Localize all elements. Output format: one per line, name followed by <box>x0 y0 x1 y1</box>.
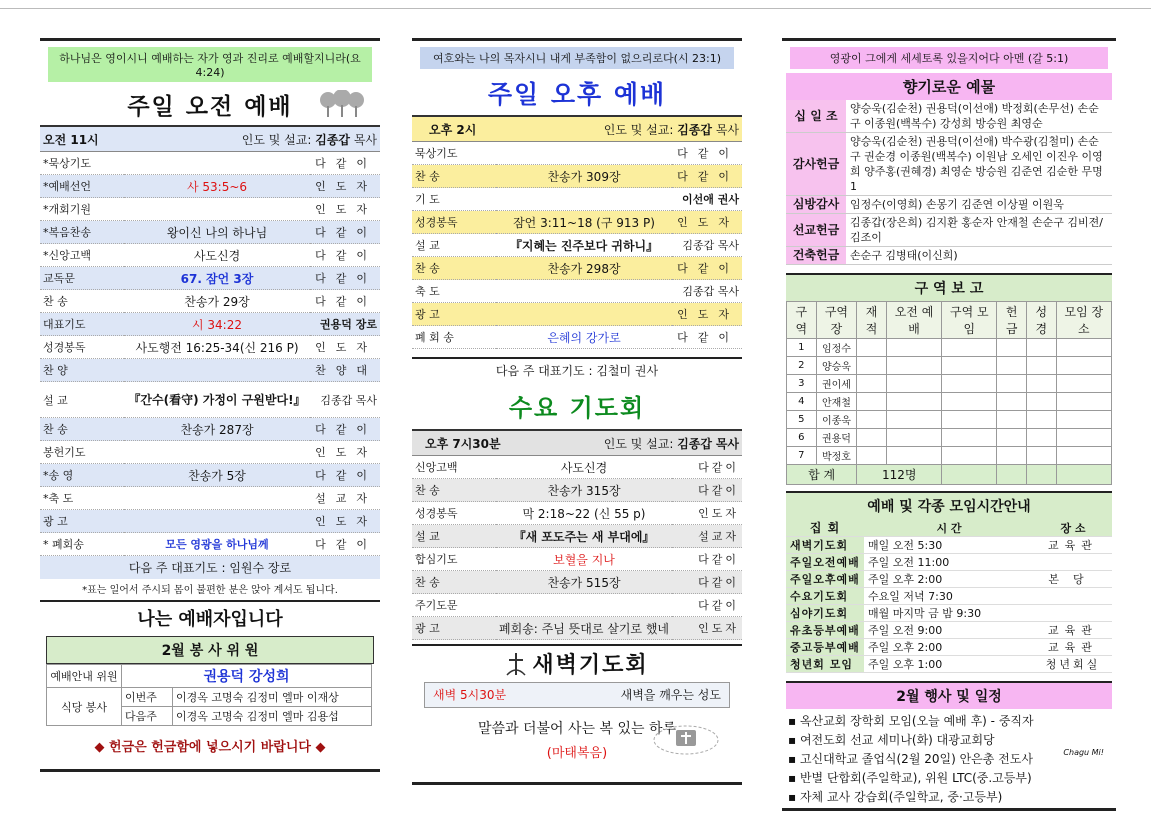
top-rule <box>782 38 1116 41</box>
order-row: 찬 송 찬송가 515장 다같이 <box>412 571 742 594</box>
order-row: 광 고 인도자 <box>40 510 380 533</box>
verse-banner: 영광이 그에게 세세토록 있을지어다 아멘 (갈 5:1) <box>790 47 1108 69</box>
region-title: 구 역 보 고 <box>786 273 1112 301</box>
order-row: 교독문 67. 잠언 3장 다같이 <box>40 267 380 290</box>
schedule-row: 심야기도회 매월 마지막 금 밤 9:30 <box>786 605 1112 622</box>
lead-label: 인도 및 설교: <box>603 122 674 137</box>
cross-icon <box>505 651 527 677</box>
order-row: 폐 회 송 은혜의 강가로 다같이 <box>412 326 742 349</box>
closing-verse: 말씀과 더불어 사는 복 있는 하루 <box>477 721 677 737</box>
page-title: 주일 오후 예배 <box>487 80 667 109</box>
schedule-row: 주일오전예배 주일 오전 11:00 <box>786 554 1112 571</box>
schedule-row: 새벽기도회 매일 오전 5:30 교육관 <box>786 537 1112 554</box>
offering-row: 십 일 조 양승욱(김순천) 권용덕(이선애) 박정회(손무선) 손순구 이종원(백복수) 강성희 방승원 최영순 <box>786 100 1112 133</box>
bottom-rule <box>40 769 380 772</box>
kitchen-label: 식당 봉사 <box>47 688 122 726</box>
order-row: 주기도문 다같이 <box>412 594 742 617</box>
dawn-banner <box>424 682 730 708</box>
order-row: 대표기도 시 34:22 권용덕 장로 <box>40 313 380 336</box>
offerings-column <box>782 38 1116 811</box>
order-row: 성경봉독 사도행전 16:25-34(신 216 P) 인도자 <box>40 336 380 359</box>
region-row: 6 권용덕 <box>787 429 1112 447</box>
kitchen-week-names: 이경옥 고명숙 김정미 엘마 김용섭 <box>173 707 372 726</box>
order-row: *송 영 찬송가 5장 다같이 <box>40 464 380 487</box>
offerings-table <box>786 100 1112 265</box>
event-item: ▪ 옥산교회 장학회 모임(오늘 예배 후) - 중직자 <box>788 714 1034 728</box>
order-row: 신앙고백 사도신경 다같이 <box>412 456 742 479</box>
kitchen-week-label: 다음주 <box>122 707 173 726</box>
pastor-name: 김종갑 <box>315 132 350 147</box>
page-title: 주일 오전 예배 <box>127 94 293 120</box>
region-row: 7 박정호 <box>787 447 1112 465</box>
kitchen-week-label: 이번주 <box>122 688 173 707</box>
pastor-name: 김종갑 <box>677 122 712 137</box>
schedule-row: 청년회 모임 주일 오후 1:00 청년회실 <box>786 656 1112 673</box>
offering-row: 선교헌금 김종갑(장은희) 김지환 홍순자 안재철 손순구 김비젼/김조이 <box>786 214 1112 247</box>
region-row: 4 안재철 <box>787 393 1112 411</box>
slogan: 나는 예배자입니다 <box>40 600 380 634</box>
closing-reference: (마태복음) <box>546 746 608 761</box>
order-row: 찬 송 찬송가 287장 다같이 <box>40 418 380 441</box>
region-report-table <box>786 301 1112 485</box>
region-row: 5 이종욱 <box>787 411 1112 429</box>
order-row: 기 도 이선애 권사 <box>412 188 742 211</box>
bottom-rule <box>412 782 742 785</box>
wednesday-order-table <box>412 429 742 640</box>
order-row: 설 교 『지혜는 진주보다 귀하니』 김종갑 목사 <box>412 234 742 257</box>
offering-note: ◆ 헌금은 헌금함에 넣으시기 바랍니다 ◆ <box>94 740 326 755</box>
pastor-name: 김종갑 <box>677 436 712 451</box>
order-row: *예배선언 사 53:5~6 인도자 <box>40 175 380 198</box>
order-row: 성경봉독 막 2:18~22 (신 55 p) 인도자 <box>412 502 742 525</box>
order-row: *축 도 설교자 <box>40 487 380 510</box>
order-row: 찬 송 찬송가 29장 다같이 <box>40 290 380 313</box>
order-row: 찬 양 찬양대 <box>40 359 380 382</box>
service-header <box>40 126 380 152</box>
kitchen-week-names: 이경옥 고명숙 김정미 엘마 이재상 <box>173 688 372 707</box>
service-time: 오후 7시30분 <box>425 436 501 451</box>
usher-label: 예배안내 위원 <box>47 665 122 688</box>
morning-service-column <box>40 38 380 772</box>
afternoon-order-table <box>412 115 742 349</box>
events-title: 2월 행사 및 일정 <box>786 681 1112 709</box>
schedule-row: 수요기도회 수요일 저녁 7:30 <box>786 588 1112 605</box>
wednesday-title: 수요 기도회 <box>508 394 646 422</box>
usher-names: 권용덕 강성희 <box>122 665 372 688</box>
order-row: 광 고 인도자 <box>412 303 742 326</box>
service-time: 오후 2시 <box>429 122 477 137</box>
order-row: 설 교 『간수(看守) 가정이 구원받다!』 김종갑 목사 <box>40 382 380 418</box>
trees-icon <box>318 90 366 118</box>
next-week-representative: 다음 주 대표기도 : 임원수 장로 <box>40 556 380 579</box>
schedule-header-row: 집 회 시 간 장 소 <box>786 519 1112 537</box>
dawn-subtitle: 새벽을 깨우는 성도 <box>620 688 721 702</box>
order-row: * 폐회송 모든 영광을 하나님께 다같이 <box>40 533 380 556</box>
service-header <box>412 116 742 142</box>
afternoon-service-column <box>412 38 742 785</box>
schedule-row: 중고등부예배 주일 오후 2:00 교육관 <box>786 639 1112 656</box>
morning-order-table <box>40 125 380 556</box>
lead-label: 인도 및 설교: <box>241 132 312 147</box>
schedule-row: 주일오후예배 주일 오후 2:00 본당 <box>786 571 1112 588</box>
page-fold-line <box>0 8 1151 9</box>
order-row: 봉헌기도 인도자 <box>40 441 380 464</box>
next-week-representative: 다음 주 대표기도 : 김철미 권사 <box>412 357 742 382</box>
region-header-row: 구역 구역장 재적 오전 예배 구역 모임 헌금 성경 모임 장소 <box>787 302 1112 339</box>
events-list <box>782 711 1116 806</box>
region-row: 2 양승욱 <box>787 357 1112 375</box>
top-rule <box>412 38 742 41</box>
service-time: 오전 11시 <box>43 132 99 147</box>
order-row: *개회기원 인도자 <box>40 198 380 221</box>
event-item: ▪ 고신대학교 졸업식(2월 20일) 안은총 전도사 <box>788 752 1033 766</box>
verse-banner: 하나님은 영이시니 예배하는 자가 영과 진리로 예배할지니라(요4:24) <box>48 47 372 82</box>
offerings-title: 향기로운 예물 <box>786 73 1112 100</box>
offering-row: 심방감사 임정수(이영희) 손몽기 김준연 이상필 이원욱 <box>786 196 1112 214</box>
service-committee-table <box>46 664 372 726</box>
order-row: *묵상기도 다같이 <box>40 152 380 175</box>
pastor-role: 목사 <box>715 436 739 451</box>
bible-wreath-icon <box>650 718 722 758</box>
order-row: 축 도 김종갑 목사 <box>412 280 742 303</box>
order-row: 찬 송 찬송가 315장 다같이 <box>412 479 742 502</box>
order-row: 묵상기도 다같이 <box>412 142 742 165</box>
offering-row: 감사헌금 양승욱(김순천) 권용덕(이선애) 박수광(김철미) 손순구 권순경 이종원(백복수) 이원남 오세인 이진우 이영희 양주홍(권혜경) 최영순 방승원 김준연 김순한 무명1 <box>786 133 1112 196</box>
order-row: 찬 송 찬송가 298장 다같이 <box>412 257 742 280</box>
region-total-row: 합 계 112명 <box>787 465 1112 485</box>
top-rule <box>40 38 380 41</box>
signature: Chagu Mi! <box>1063 748 1104 757</box>
order-row: 합심기도 보혈을 지나 다같이 <box>412 548 742 571</box>
region-row: 3 권이세 <box>787 375 1112 393</box>
service-committee-title: 2월 봉 사 위 원 <box>46 636 374 664</box>
schedule-row: 유초등부예배 주일 오전 9:00 교육관 <box>786 622 1112 639</box>
event-item: ▪ 반별 단합회(주일학교), 위원 LTC(중.고등부) <box>788 771 1032 785</box>
schedule-table <box>786 519 1112 673</box>
pastor-role: 목사 <box>353 132 377 147</box>
service-header <box>412 430 742 456</box>
order-row: 설 교 『새 포도주는 새 부대에』 설교자 <box>412 525 742 548</box>
verse-banner: 여호와는 나의 목자시니 내게 부족함이 없으리로다(시 23:1) <box>420 47 734 69</box>
order-row: 성경봉독 잠언 3:11~18 (구 913 P) 인도자 <box>412 211 742 234</box>
schedule-title: 예배 및 각종 모임시간안내 <box>786 491 1112 519</box>
dawn-time: 새벽 5시30분 <box>433 688 507 702</box>
bottom-rule <box>782 808 1116 811</box>
order-row: *신앙고백 사도신경 다같이 <box>40 244 380 267</box>
lead-label: 인도 및 설교: <box>603 436 674 451</box>
order-row: *복음찬송 왕이신 나의 하나님 다같이 <box>40 221 380 244</box>
pastor-role: 목사 <box>715 122 739 137</box>
offering-row: 건축헌금 손순구 김병태(이신희) <box>786 247 1112 265</box>
region-row: 1 임정수 <box>787 339 1112 357</box>
order-row: 광 고 폐회송: 주님 뜻대로 살기로 했네 인도자 <box>412 617 742 640</box>
order-row: 찬 송 찬송가 309장 다같이 <box>412 165 742 188</box>
dawn-title: 새벽기도회 <box>532 653 649 678</box>
event-item: ▪ 여전도회 선교 세미나(화) 대광교회당 <box>788 733 995 747</box>
event-item: ▪ 자체 교사 강습회(주일학교, 중·고등부) <box>788 790 1003 804</box>
standing-note: *표는 일어서 주시되 몸이 불편한 분은 앉아 계셔도 됩니다. <box>82 585 338 596</box>
